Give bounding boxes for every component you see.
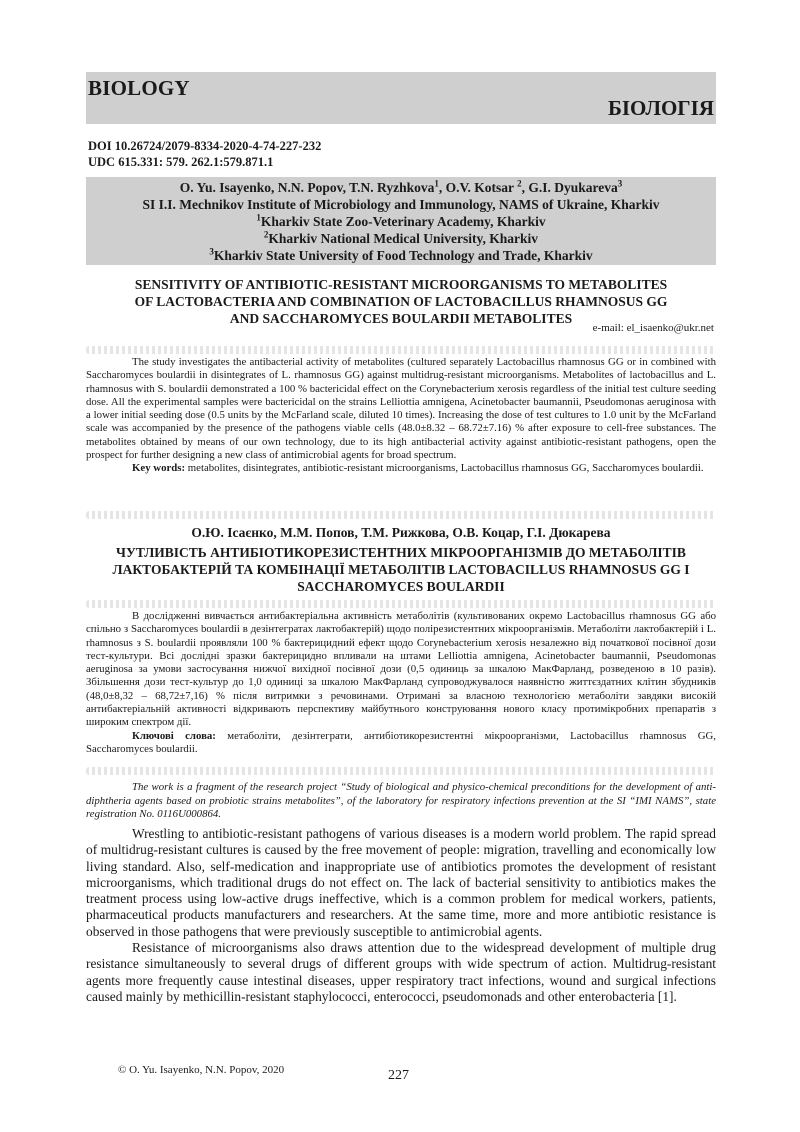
affiliation-3-sup: 3 xyxy=(209,246,214,257)
abstract-en xyxy=(86,356,716,476)
affiliation-2 xyxy=(86,230,716,247)
author-sup-3: 3 xyxy=(617,178,623,189)
doi-line[interactable]: DOI 10.26724/2079-8334-2020-4-74-227-232 xyxy=(88,139,322,153)
divider-top-abstract-uk xyxy=(86,600,716,608)
keywords-uk-label: Ключові слова: xyxy=(132,729,216,742)
body-paragraph-2: Resistance of microorganisms also draws attention due to the widespread development of multiple drug resistance simultaneously to several drugs of different groups with wide spectrum of action. Multidrug-resistant agents more frequently cause intestinal diseases, upper respiratory tract infections, wound and surgical infections caused mainly by methicillin-resistant staphylococci, enterococci, pseudomonads and other enterobacteria [1]. xyxy=(86,940,716,1004)
section-title-en: BIOLOGY xyxy=(88,76,190,100)
author-sup-2: 2 xyxy=(517,178,522,189)
keywords-en xyxy=(86,462,716,475)
author-names xyxy=(86,179,716,196)
authors-part-c: , G.I. Dyukareva xyxy=(521,180,618,195)
affiliation-3-text: Kharkiv State University of Food Technology and Trade, Kharkiv xyxy=(213,248,593,263)
abstract-en-text: The study investigates the antibacterial activity of metabolites (cultured separately Lactobacillus rhamnosus GG or in combined with Saccharomyces boulardii in disintegrates of L. rhamnosus GG) against multidrug-resistant microorganisms. Metabolites of lactobacillus and L. rhamnosus with S. boulardii demonstrated a 100 % bactericidal effect on the Corynebacterium xerosis regardless of the initial test culture seeding dose. All the experimental samples were bactericidal on the strains Lelliottia amnigena, Acinetobacter baumannii, Pseudomonas aeruginosa with a lower initial seeding dose (0.5 units by the McFarland scale, diluted 10 times). Increasing the dose of test cultures to 1.0 unit by the McFarland scale was accompanied by the presence of the pathogens viable cells (48.0±8.32 – 68.72±7.16) % after exposure to cell-free substances. The metabolites obtained by means of our own technology, due to its high antibacterial activity against antibiotic-resistant pathogens, open the prospect for further designing a new class of antimicrobial agents for broad spectrum. xyxy=(86,356,716,462)
affiliation-3 xyxy=(86,247,716,264)
identifier-block xyxy=(88,138,321,170)
authors-uk: О.Ю. Ісаєнко, М.М. Попов, Т.М. Рижкова, О.В. Коцар, Г.І. Дюкарева xyxy=(191,525,611,540)
affiliation-1-sup: 1 xyxy=(256,212,261,223)
title-uk-line-3: SACCHAROMYCES BOULARDII xyxy=(297,579,505,594)
abstract-uk xyxy=(86,610,716,756)
section-title-uk: БІОЛОГІЯ xyxy=(607,96,714,120)
affiliation-2-text: Kharkiv National Medical University, Kharkiv xyxy=(268,231,539,246)
authors-part-b: , O.V. Kotsar xyxy=(438,180,518,195)
funding-note: The work is a fragment of the research project “Study of biological and physico-chemical preconditions for the development of anti-diphtheria agents based on probiotic strains metabolites”, of the laboratory for respiratory infections prevention at the SI “IMI NAMS”, state registration No. 0116U000864. xyxy=(86,781,716,820)
title-en-line-1: SENSITIVITY OF ANTIBIOTIC-RESISTANT MICROORGANISMS TO METABOLITES xyxy=(134,277,668,292)
contact-email[interactable]: e-mail: el_isaenko@ukr.net xyxy=(592,322,714,334)
article-title-uk xyxy=(86,544,716,595)
authors-affiliations xyxy=(86,179,716,264)
abstract-uk-text: В дослідженні вивчається антибактеріальна активність метаболітів (культивованих окремо Lactobacillus rhamnosus GG або спільно з Saccharomyces boulardii в дезінтегратах лактобактерій) щодо полірезистентних мікроорганізмів. Метаболіти лактобактерій і L. rhamnosus з S. boulardii проявляли 100 % бактерицидний ефект щодо Corynebacterium xerosis незалежно від початкової посівної дози тест-культури. Всі дослідні зразки бактерицидно впливали на штами Lelliottia amnigena, Acinetobacter baumannii, Pseudomonas aeruginosa за умови застосування нижчої вихідної посівної дози (0,5 одиниць за шкалою МакФарланд, розведеною в 10 разів). Збільшення дози тест-культур до 1,0 одиниці за шкалою МакФарланд супроводжувалося наявністю життєздатних клітин збудників (48,0±8,32 – 68,72±7,16) % після витримки з речовинами. Отримані за власною технологією метаболіти завдяки високій антибактеріальній активності відкривають перспективу майбутнього конструювання нового класу протимікробних препаратів з широким спектром дії. xyxy=(86,610,716,729)
keywords-uk-text: метаболіти, дезінтеграти, антибіотикорезистентні мікроорганізми, Lactobacillus rhamnosus GG, Saccharomyces boulardii. xyxy=(86,729,717,755)
title-en-line-3: AND SACCHAROMYCES BOULARDII METABOLITES xyxy=(229,311,573,326)
udc-line: UDC 615.331: 579. 262.1:579.871.1 xyxy=(88,155,274,169)
body-paragraph-1: Wrestling to antibiotic-resistant pathogens of various diseases is a modern world problem. The rapid spread of multidrug-resistant cultures is caused by the free movement of people: migration, travelling and economically low living standard. Also, self-medication and inappropriate use of antibiotics promotes the development of resistant microorganisms, which traditional drugs do not effect on. The lack of bacterial sensitivity to antibiotics makes the treatment process using low-active drugs ineffective, which is a common problem for medical workers, patients, pharmaceutical products manufacturers and researchers. At the same time, more and more antibiotic resistance is observed in those pathogens that were previously susceptible to antimicrobial agents. xyxy=(86,826,716,939)
divider-top-abstract-en xyxy=(86,346,716,354)
title-uk-line-2: ЛАКТОБАКТЕРІЙ ТА КОМБІНАЦІЇ МЕТАБОЛІТІВ LACTOBACILLUS RHAMNOSUS GG І xyxy=(112,562,690,577)
title-uk-line-1: ЧУТЛИВІСТЬ АНТИБІОТИКОРЕЗИСТЕНТНИХ МІКРООРГАНІЗМІВ ДО МЕТАБОЛІТІВ xyxy=(116,545,686,560)
divider-bottom-abstract-uk xyxy=(86,767,716,775)
copyright-notice: © O. Yu. Isayenko, N.N. Popov, 2020 xyxy=(118,1064,285,1076)
authors-part-a: O. Yu. Isayenko, N.N. Popov, T.N. Ryzhkova xyxy=(179,180,435,195)
keywords-en-text: metabolites, disintegrates, antibiotic-resistant microorganisms, Lactobacillus rhamnosus GG, Saccharomyces boulardii. xyxy=(185,462,704,475)
affiliation-2-sup: 2 xyxy=(263,229,269,240)
article-body xyxy=(86,826,716,1005)
divider-bottom-abstract-en xyxy=(86,511,716,519)
keywords-uk xyxy=(86,730,716,757)
page-number: 227 xyxy=(388,1068,409,1083)
affiliation-1 xyxy=(86,213,716,230)
title-en-line-2: OF LACTOBACTERIA AND COMBINATION OF LACTOBACILLUS RHAMNOSUS GG xyxy=(134,294,668,309)
affiliation-1-text: Kharkiv State Zoo-Veterinary Academy, Kharkiv xyxy=(260,214,546,229)
author-sup-1: 1 xyxy=(434,178,439,189)
affiliation-main: SI I.I. Mechnikov Institute of Microbiology and Immunology, NAMS of Ukraine, Kharkiv xyxy=(142,197,660,212)
article-title-en xyxy=(86,276,716,327)
keywords-en-label: Key words: xyxy=(132,462,186,475)
